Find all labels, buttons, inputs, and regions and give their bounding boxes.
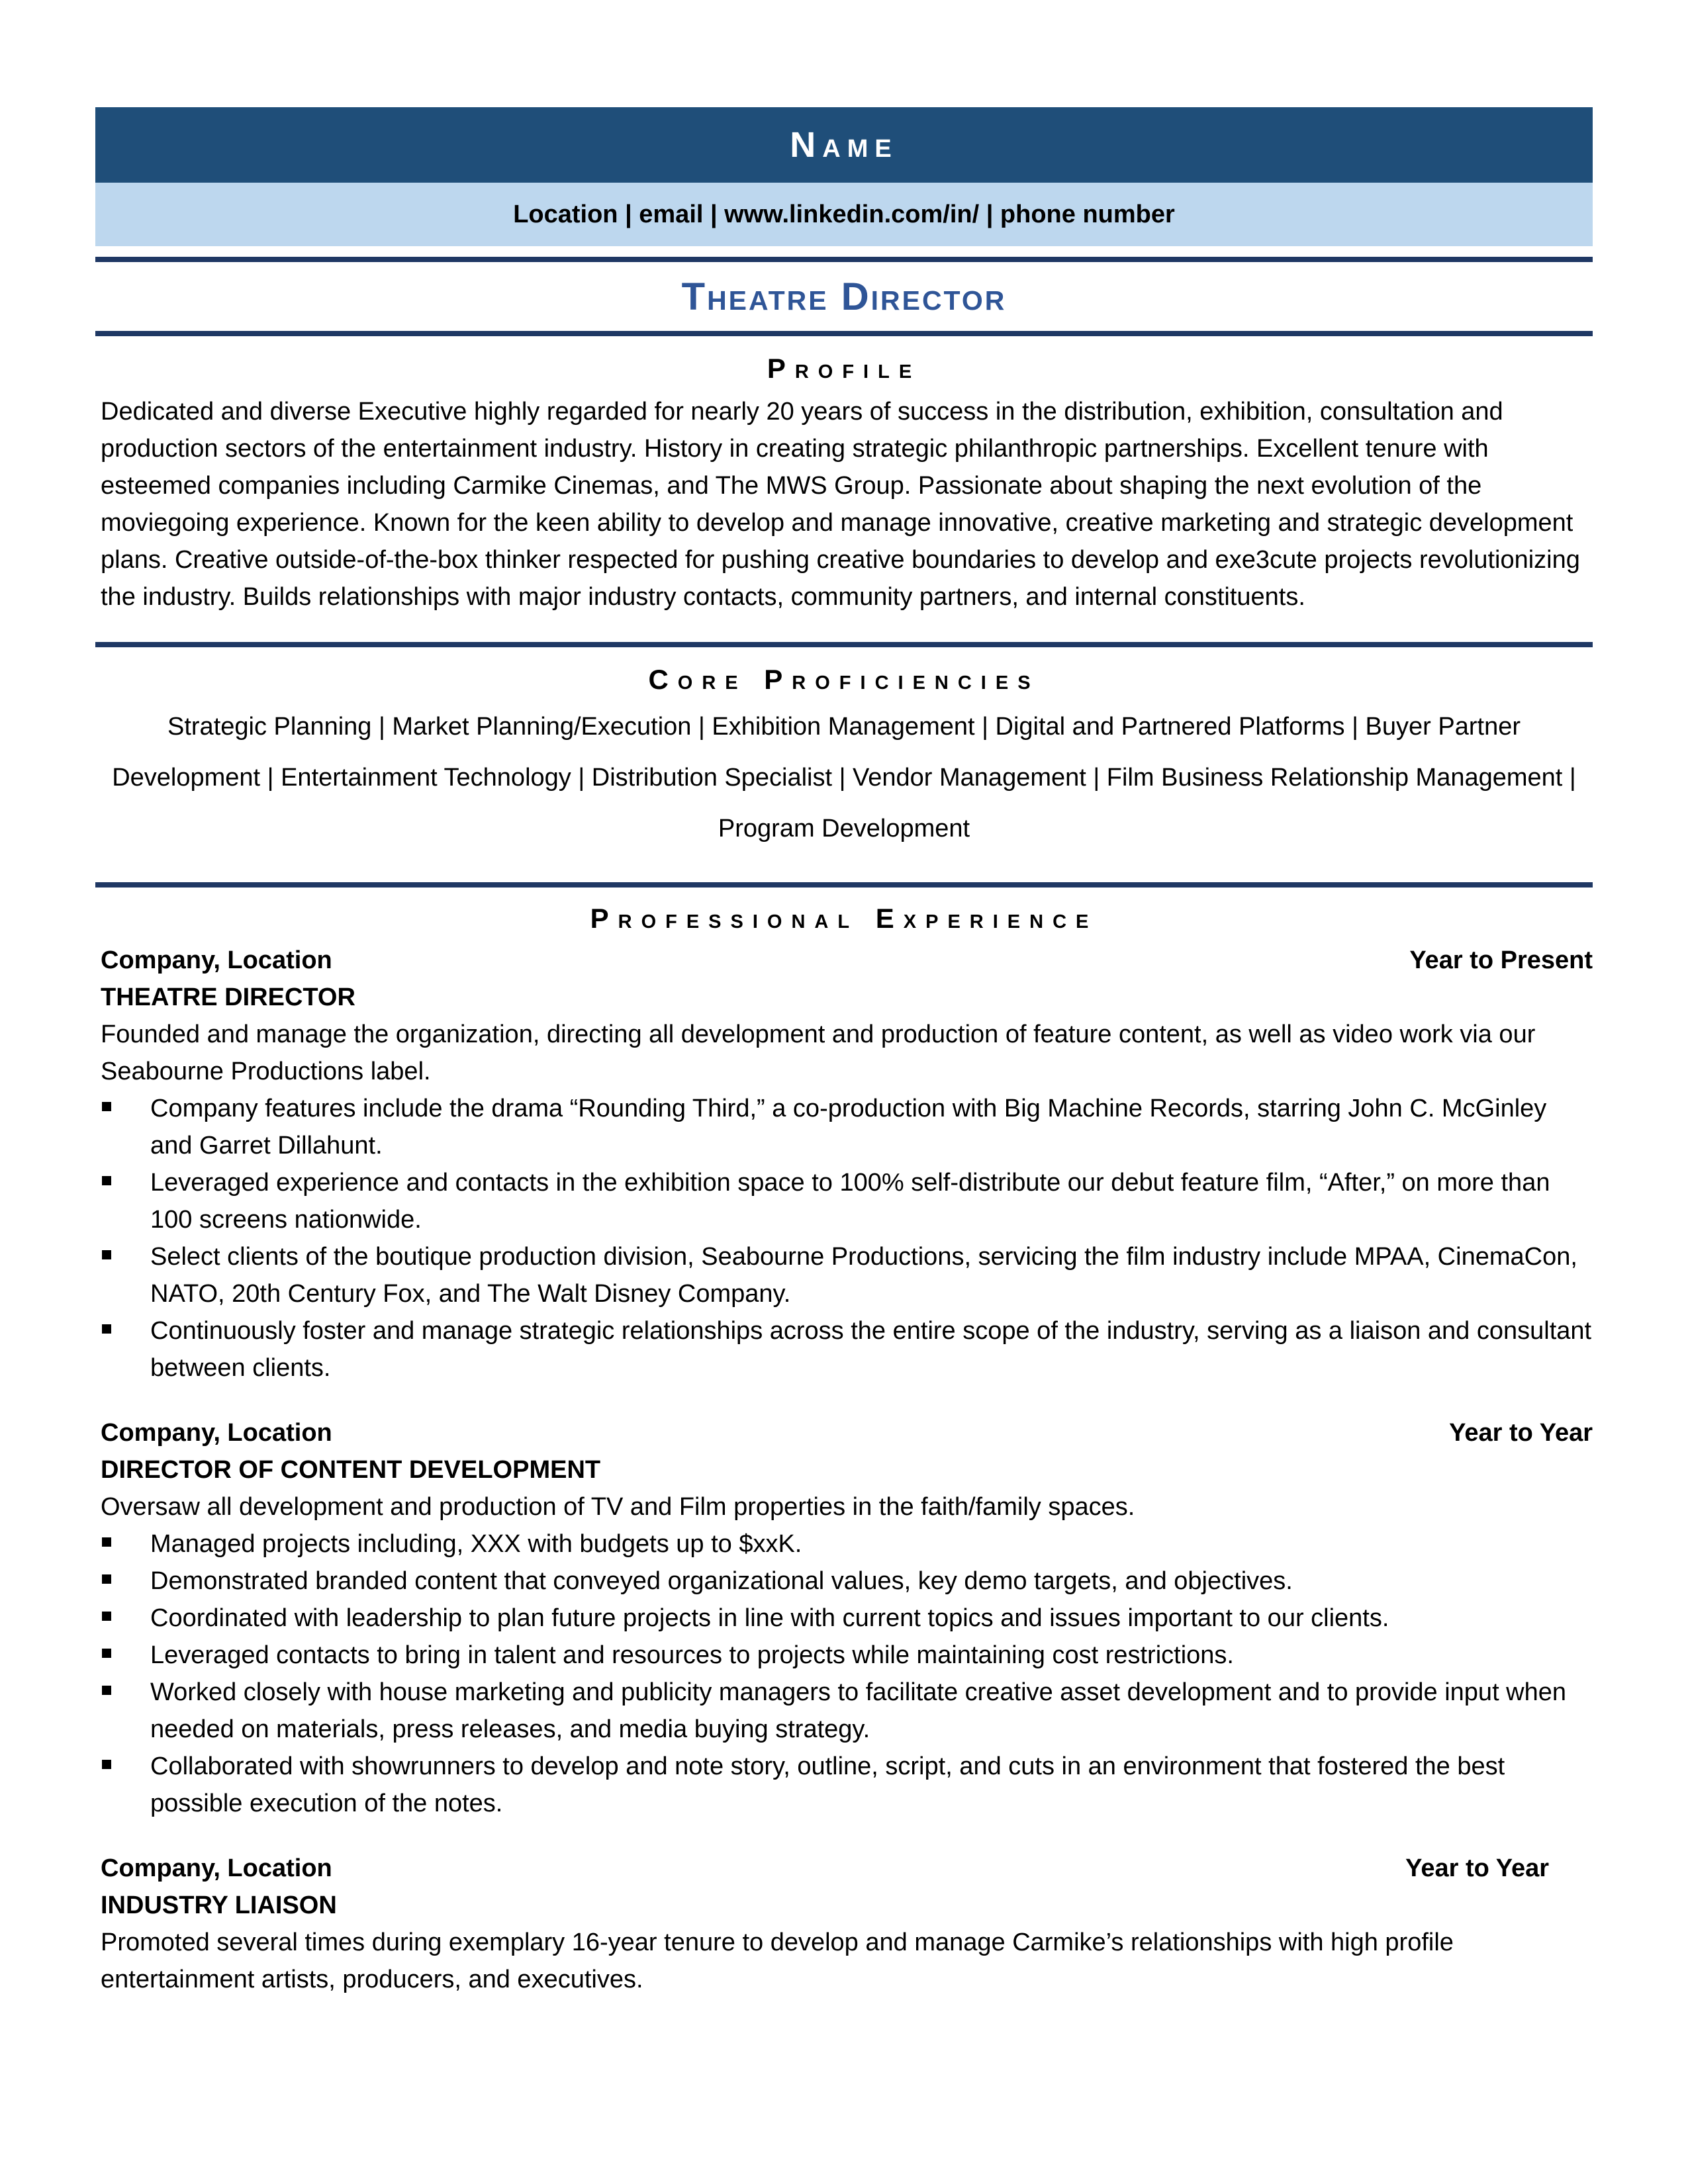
- list-item: [101, 1090, 1593, 1164]
- bullet-square-icon: [102, 1102, 111, 1111]
- list-item-text: Coordinated with leadership to plan future projects in line with current topics and issues important to our clients.: [150, 1604, 1389, 1632]
- name-banner: [95, 107, 1593, 183]
- job-summary: Promoted several times during exemplary 16-year tenure to develop and manage Carmike’s relationships with high profile entertainment artists, producers, and executives.: [101, 1929, 1454, 1993]
- list-item: [101, 1525, 1593, 1563]
- resume-page: [95, 107, 1593, 1998]
- list-item: [101, 1674, 1593, 1748]
- list-item-text: Select clients of the boutique production division, Seabourne Productions, servicing the film industry include MPAA, CinemaCon, NATO, 20th Century Fox, and The Walt Disney Company.: [150, 1243, 1577, 1308]
- list-item: [101, 1312, 1593, 1387]
- job-summary: Oversaw all development and production of TV and Film properties in the faith/family spaces.: [101, 1493, 1135, 1521]
- list-item-text: Worked closely with house marketing and publicity managers to facilitate creative asset development and to provide input when needed on materials, press releases, and media buying strategy.: [150, 1678, 1567, 1743]
- job-company: Company, Location: [101, 946, 332, 974]
- job-bullets: [101, 1525, 1593, 1822]
- experience-heading: Professional Experience: [590, 903, 1098, 934]
- list-item: [101, 1748, 1593, 1822]
- contact-banner: [95, 183, 1593, 246]
- list-item: [101, 1600, 1593, 1637]
- job-header: [101, 942, 1593, 979]
- list-item-text: Collaborated with showrunners to develop and note story, outline, script, and cuts in an environment that fostered the best possible execution of the notes.: [150, 1752, 1505, 1817]
- list-item: [101, 1637, 1593, 1674]
- core-proficiencies-list: Strategic Planning | Market Planning/Execution | Exhibition Management | Digital and Partnered Platforms | Buyer Partner Development | Entertainment Technology | Distribution Specialist | Vendor Management | Film Business Relationship Management | Program Development: [112, 713, 1576, 842]
- list-item: [101, 1238, 1593, 1312]
- job-dates: Year to Year: [1405, 1854, 1549, 1882]
- profile-heading: Profile: [767, 353, 921, 384]
- job-entry: [95, 1414, 1593, 1822]
- core-proficiencies-section: [95, 662, 1593, 854]
- profile-section: [95, 351, 1593, 615]
- contact-line: Location | email | www.linkedin.com/in/ | phone number: [513, 200, 1175, 228]
- bullet-square-icon: [102, 1649, 111, 1658]
- profile-text: Dedicated and diverse Executive highly regarded for nearly 20 years of success in the distribution, exhibition, consultation and production sectors of the entertainment industry. History in creating strategic philanthropic partnerships. Excellent tenure with esteemed companies including Carmike Cinemas, and The MWS Group. Passionate about shaping the next evolution of the moviegoing experience. Known for the keen ability to develop and manage innovative, creative marketing and strategic development plans. Creative outside-of-the-box thinker respected for pushing creative boundaries to develop and exe3cute projects revolutionizing the industry. Builds relationships with major industry contacts, community partners, and internal constituents.: [101, 398, 1580, 611]
- job-role: DIRECTOR OF CONTENT DEVELOPMENT: [101, 1456, 601, 1484]
- list-item-text: Leveraged experience and contacts in the exhibition space to 100% self-distribute our debut feature film, “After,” on more than 100 screens nationwide.: [150, 1169, 1550, 1234]
- job-company: Company, Location: [101, 1419, 332, 1447]
- bullet-square-icon: [102, 1324, 111, 1334]
- job-entry: [95, 942, 1593, 1387]
- job-role: INDUSTRY LIAISON: [101, 1891, 337, 1919]
- bullet-square-icon: [102, 1574, 111, 1584]
- job-bullets: [101, 1090, 1593, 1387]
- divider: [95, 882, 1593, 887]
- bullet-square-icon: [102, 1612, 111, 1621]
- divider: [95, 257, 1593, 262]
- list-item-text: Leveraged contacts to bring in talent and resources to projects while maintaining cost restrictions.: [150, 1641, 1234, 1669]
- bullet-square-icon: [102, 1250, 111, 1259]
- job-entry: [95, 1850, 1593, 1998]
- job-header: [101, 1414, 1593, 1451]
- job-header: [101, 1850, 1593, 1887]
- core-proficiencies-heading: Core Proficiencies: [648, 664, 1040, 695]
- job-dates: Year to Year: [1449, 1419, 1593, 1447]
- job-summary: Founded and manage the organization, directing all development and production of feature content, as well as video work via our Seabourne Productions label.: [101, 1021, 1536, 1085]
- list-item-text: Managed projects including, XXX with budgets up to $xxK.: [150, 1530, 802, 1558]
- bullet-square-icon: [102, 1760, 111, 1769]
- list-item-text: Demonstrated branded content that conveyed organizational values, key demo targets, and objectives.: [150, 1567, 1293, 1595]
- job-title: Theatre Director: [681, 275, 1007, 318]
- divider: [95, 642, 1593, 647]
- experience-section: [95, 901, 1593, 1998]
- list-item: [101, 1164, 1593, 1238]
- candidate-name: Name: [790, 125, 898, 165]
- divider: [95, 331, 1593, 336]
- job-company: Company, Location: [101, 1854, 332, 1882]
- bullet-square-icon: [102, 1686, 111, 1695]
- list-item: [101, 1563, 1593, 1600]
- list-item-text: Continuously foster and manage strategic relationships across the entire scope of the industry, serving as a liaison and consultant between clients.: [150, 1317, 1592, 1382]
- list-item-text: Company features include the drama “Rounding Third,” a co-production with Big Machine Records, starring John C. McGinley and Garret Dillahunt.: [150, 1095, 1547, 1160]
- job-dates: Year to Present: [1409, 946, 1593, 974]
- bullet-square-icon: [102, 1537, 111, 1547]
- job-role: THEATRE DIRECTOR: [101, 983, 355, 1011]
- bullet-square-icon: [102, 1176, 111, 1185]
